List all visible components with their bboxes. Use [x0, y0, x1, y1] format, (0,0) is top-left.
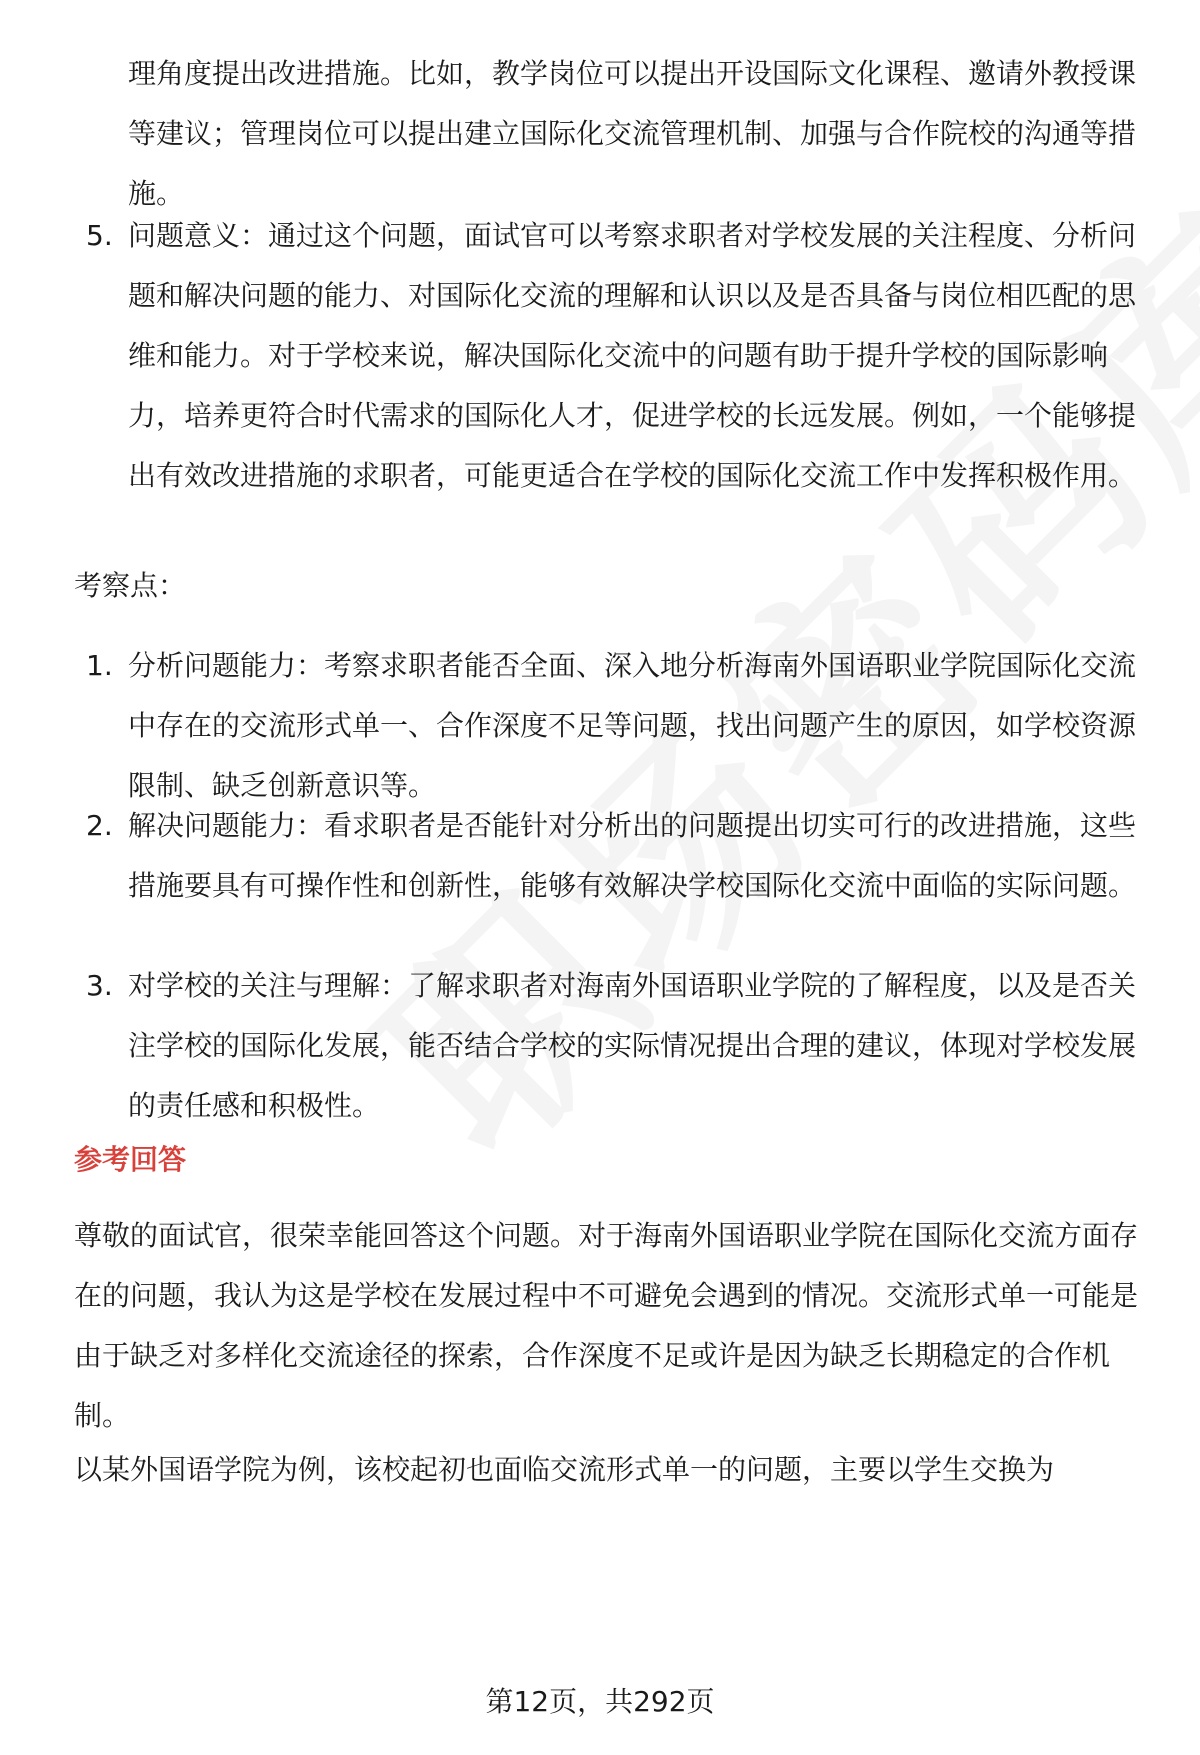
answer-paragraph-2: 以某外国语学院为例，该校起初也面临交流形式单一的问题，主要以学生交换为	[74, 1453, 1055, 1486]
list-number: 1.	[86, 649, 113, 682]
continued-paragraph: 理角度提出改进措施。比如，教学岗位可以提出开设国际文化课程、邀请外教授课等建议；管理岗位可以提出建立国际化交流管理机制、加强与合作院校的沟通等措施。	[128, 57, 1137, 210]
list-item-5	[74, 206, 1154, 506]
answer-paragraph-1: 尊敬的面试官，很荣幸能回答这个问题。对于海南外国语职业学院在国际化交流方面存在的问题，我认为这是学校在发展过程中不可避免会遇到的情况。交流形式单一可能是由于缺乏对多样化交流途径的探索，合作深度不足或许是因为缺乏长期稳定的合作机制。	[74, 1219, 1139, 1432]
inspection-item-2	[74, 796, 1154, 916]
inspection-heading: 考察点：	[74, 569, 187, 602]
list-number: 5.	[86, 219, 113, 252]
list-item-text: 分析问题能力：考察求职者能否全面、深入地分析海南外国语职业学院国际化交流中存在的交流形式单一、合作深度不足等问题，找出问题产生的原因，如学校资源限制、缺乏创新意识等。	[128, 649, 1137, 802]
inspection-item-3	[74, 956, 1154, 1136]
list-item-text: 对学校的关注与理解：了解求职者对海南外国语职业学院的了解程度，以及是否关注学校的国际化发展，能否结合学校的实际情况提出合理的建议，体现对学校发展的责任感和积极性。	[128, 969, 1137, 1122]
list-item-text: 问题意义：通过这个问题，面试官可以考察求职者对学校发展的关注程度、分析问题和解决问题的能力、对国际化交流的理解和认识以及是否具备与岗位相匹配的思维和能力。对于学校来说，解决国际化交流中的问题有助于提升学校的国际影响力，培养更符合时代需求的国际化人才，促进学校的长远发展。例如，一个能够提出有效改进措施的求职者，可能更适合在学校的国际化交流工作中发挥积极作用。	[128, 219, 1137, 492]
list-number: 3.	[86, 969, 113, 1002]
page-number-footer: 第12页，共292页	[485, 1685, 715, 1718]
inspection-item-1	[74, 636, 1154, 816]
list-item-text: 解决问题能力：看求职者是否能针对分析出的问题提出切实可行的改进措施，这些措施要具有可操作性和创新性，能够有效解决学校国际化交流中面临的实际问题。	[128, 809, 1137, 902]
reference-answer-heading: 参考回答	[74, 1143, 187, 1176]
list-number: 2.	[86, 809, 113, 842]
